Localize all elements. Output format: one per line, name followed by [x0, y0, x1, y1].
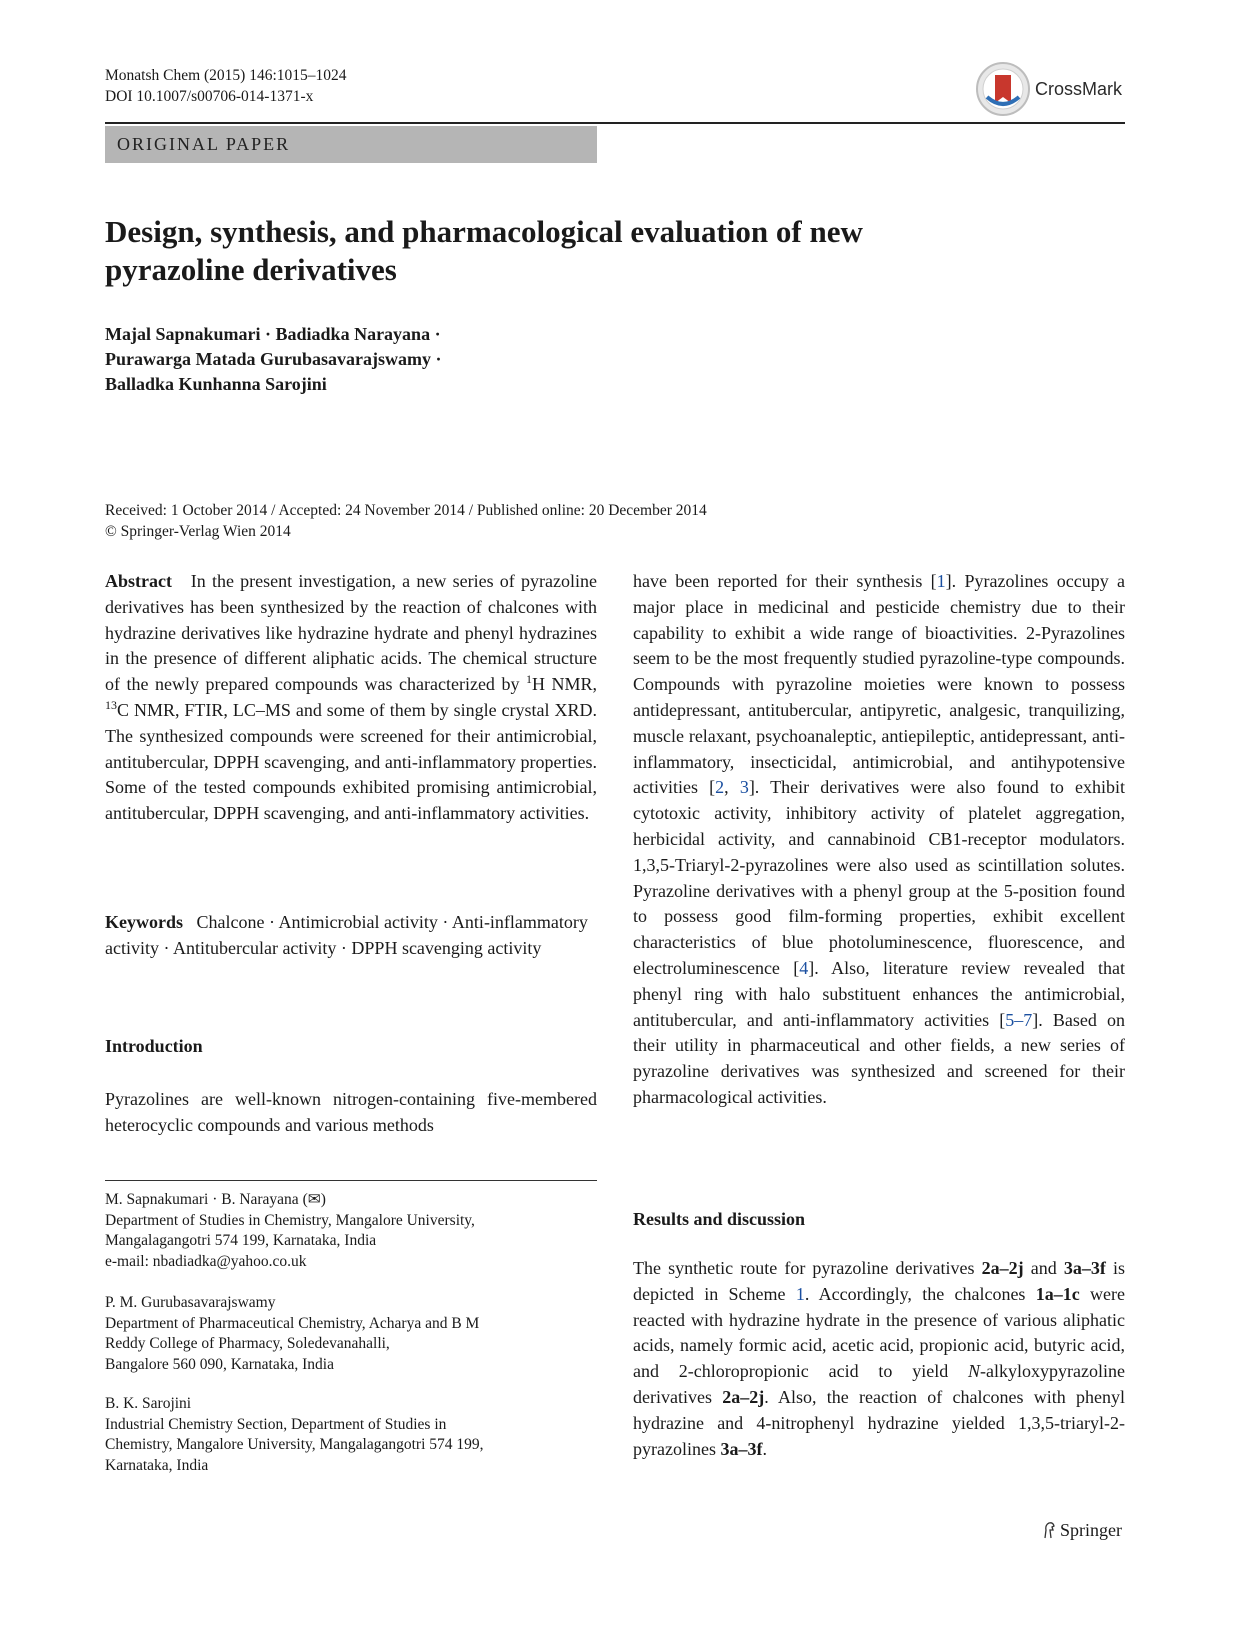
- intro-text-2: ]. Pyrazolines occupy a major place in medicinal and pesticide chemistry due to their capability to exhibit a wide range of bioactivities. 2-Pyrazolines seem to be the most frequently studied pyrazoline-type compounds. Compounds with pyrazoline moieties were known to possess antidepressant, antitubercular, antipyretic, analgesic, tranquilizing, muscle relaxant, psychoanaleptic, antiepileptic, antidepressant, anti-inflammatory, insecticidal, antimicrobial, and antihypotensive activities [: [633, 571, 1125, 798]
- header-rule: [105, 122, 1125, 124]
- affiliation-1-close: ): [320, 1191, 326, 1208]
- intro-text-6: ]. Based on their utility in pharmaceutical and other fields, a new series of pyrazoline derivatives was synthesized and screened for their pharmacological activities.: [633, 1009, 1126, 1107]
- publisher-name: Springer: [1060, 1520, 1122, 1540]
- keywords-text: Chalcone · Antimicrobial activity · Anti-inflammatory activity · Antitubercular activity · DPPH scavenging activity: [105, 912, 588, 958]
- springer-horse-icon: [1042, 1521, 1056, 1539]
- results-heading-block: [633, 1207, 1125, 1233]
- results-heading: Results and discussion: [633, 1209, 806, 1229]
- compound-label: 3a–3f: [720, 1438, 763, 1459]
- keywords-paragraph: [105, 910, 597, 962]
- abstract-text-3: C NMR, FTIR, LC–MS and some of them by single crystal XRD. The synthesized compounds were screened for their antimicrobial, antitubercular, DPPH scavenging, and anti-inflammatory properties. Some of the tested compounds exhibited promising antimicrobial, antitubercular, DPPH scavenging, and anti-inflammatory activities.: [105, 699, 597, 824]
- copyright: © Springer-Verlag Wien 2014: [105, 523, 291, 540]
- affiliation-3-line-2: Chemistry, Mangalore University, Mangalagangotri 574 199,: [105, 1436, 484, 1453]
- affiliation-1-line-1: Department of Studies in Chemistry, Mangalore University,: [105, 1211, 475, 1229]
- scheme-link[interactable]: 1: [795, 1283, 805, 1304]
- results-paragraph: [633, 1256, 1125, 1462]
- italic-n: N: [968, 1361, 981, 1382]
- citation-link[interactable]: 5–7: [1005, 1009, 1033, 1030]
- journal-meta: [105, 65, 347, 107]
- introduction-start: [105, 1087, 597, 1139]
- introduction-paragraph-start: Pyrazolines are well-known nitrogen-containing five-membered heterocyclic compounds and various methods: [105, 1089, 597, 1135]
- history-dates: Received: 1 October 2014 / Accepted: 24 November 2014 / Published online: 20 December 2014: [105, 502, 707, 519]
- compound-label: 2a–2j: [981, 1258, 1024, 1278]
- results-text-3: is depicted in Scheme: [633, 1258, 1125, 1304]
- citation-link[interactable]: 2: [715, 777, 725, 798]
- results-text-8: .: [762, 1438, 767, 1459]
- intro-text-4: ]. Their derivatives were also found to exhibit cytotoxic activity, inhibitory activity of platelet aggregation, herbicidal activity, and cannabinoid CB1-receptor modulators. 1,3,5-Triaryl-2-pyrazolines were also used as scintillation solutes. Pyrazoline derivatives with a phenyl group at the 5-position found to possess good film-forming properties, exhibit excellent characteristics of blue photoluminescence, fluorescence, and electroluminescence [: [633, 777, 1126, 978]
- affiliation-3-line-1: Industrial Chemistry Section, Department of Studies in: [105, 1415, 447, 1433]
- affiliation-2-line-1: Department of Pharmaceutical Chemistry, Acharya and B M: [105, 1314, 480, 1332]
- authors-line-1: Majal Sapnakumari · Badiadka Narayana ·: [105, 324, 441, 344]
- affiliation-3-names: B. K. Sarojini: [105, 1395, 192, 1412]
- authors-line-3: Balladka Kunhanna Sarojini: [105, 374, 327, 394]
- results-body: [633, 1256, 1125, 1462]
- abstract-paragraph: [105, 569, 597, 827]
- abstract-text-2: H NMR,: [531, 674, 597, 695]
- publication-dates: [105, 500, 707, 542]
- section-banner-label: ORIGINAL PAPER: [117, 134, 291, 154]
- compound-label: 1a–1c: [1035, 1283, 1080, 1304]
- affiliation-3-line-3: Karnataka, India: [105, 1456, 209, 1474]
- sup-1h: 1: [525, 672, 532, 687]
- intro-text-3: ,: [724, 777, 740, 798]
- affiliation-1-line-2: Mangalagangotri 574 199, Karnataka, India: [105, 1232, 377, 1249]
- section-banner: [105, 126, 597, 163]
- compound-label: 3a–3f: [1063, 1258, 1106, 1278]
- article-title: Design, synthesis, and pharmacological evaluation of new pyrazoline derivatives: [105, 214, 863, 287]
- citation-link[interactable]: 1: [936, 571, 946, 591]
- results-text-1: The synthetic route for pyrazoline derivatives: [633, 1258, 982, 1278]
- affiliation-1-names: [105, 1190, 597, 1211]
- introduction-heading-block: [105, 1034, 597, 1060]
- affiliation-2-line-3: Bangalore 560 090, Karnataka, India: [105, 1355, 334, 1373]
- affiliation-2: [105, 1293, 597, 1375]
- affiliation-2-line-2: Reddy College of Pharmacy, Soledevanahalli,: [105, 1335, 390, 1352]
- intro-text-1: have been reported for their synthesis [: [633, 571, 937, 591]
- abstract-heading: Abstract: [105, 571, 172, 591]
- doi[interactable]: DOI 10.1007/s00706-014-1371-x: [105, 88, 314, 105]
- sup-13c: 13: [105, 697, 117, 712]
- crossmark-label: CrossMark: [1035, 79, 1123, 99]
- affiliation-3: [105, 1394, 597, 1476]
- introduction-paragraph-cont: [633, 569, 1125, 1111]
- affiliation-2-names: P. M. Gurubasavarajswamy: [105, 1294, 276, 1311]
- publisher-mark: [1042, 1520, 1122, 1541]
- footnote-rule: [105, 1180, 597, 1181]
- keywords-block: [105, 910, 597, 962]
- results-text-7: . Also, the reaction of chalcones with phenyl hydrazine and 4-nitrophenyl hydrazine yielded 1,3,5-triaryl-2-pyrazolines: [633, 1386, 1125, 1459]
- intro-text-5: ]. Also, literature review revealed that phenyl ring with halo substituent enhances the antimicrobial, antitubercular, and anti-inflammatory activities [: [633, 957, 1125, 1030]
- affiliation-1-name-text: M. Sapnakumari · B. Narayana (: [105, 1191, 308, 1208]
- crossmark-badge[interactable]: [975, 61, 1125, 117]
- citation-link[interactable]: 4: [799, 957, 809, 978]
- introduction-heading: Introduction: [105, 1036, 203, 1056]
- citation-link[interactable]: 3: [739, 777, 749, 798]
- results-text-4: . Accordingly, the chalcones: [804, 1283, 1036, 1304]
- abstract-text-1: In the present investigation, a new series of pyrazoline derivatives has been synthesized by the reaction of chalcones with hydrazine derivatives like hydrazine hydrate and phenyl hydrazines in the presence of different aliphatic acids. The chemical structure of the newly prepared compounds was characterized by: [105, 571, 598, 695]
- crossmark-icon: [975, 61, 1031, 117]
- results-text-6: -alkyloxypyrazoline derivatives: [633, 1361, 1125, 1407]
- envelope-icon[interactable]: ✉: [307, 1191, 321, 1208]
- affiliation-1-email[interactable]: e-mail: nbadiadka@yahoo.co.uk: [105, 1252, 307, 1270]
- introduction-continued: [633, 569, 1125, 1111]
- compound-label: 2a–2j: [722, 1386, 765, 1407]
- abstract-block: [105, 569, 597, 827]
- journal-citation: Monatsh Chem (2015) 146:1015–1024: [105, 67, 347, 84]
- authors-line-2: Purawarga Matada Gurubasavarajswamy ·: [105, 349, 442, 369]
- keywords-heading: Keywords: [105, 912, 183, 932]
- results-text-2: and: [1023, 1258, 1064, 1278]
- affiliation-1: [105, 1190, 597, 1272]
- results-text-5: were reacted with hydrazine hydrate in the presence of various aliphatic acids, namely formic acid, acetic acid, propionic acid, butyric acid, and 2-chloropropionic acid to yield: [633, 1283, 1125, 1382]
- author-list: [105, 322, 442, 397]
